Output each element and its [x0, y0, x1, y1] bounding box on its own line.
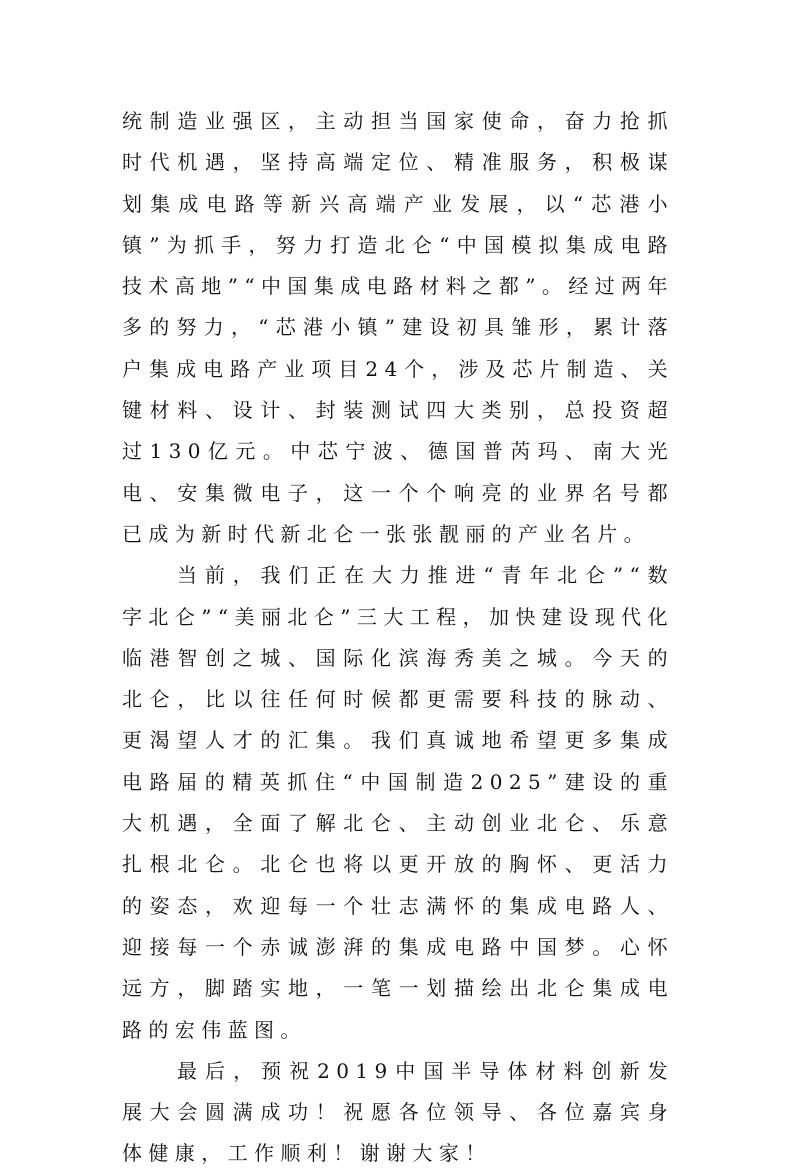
paragraph-2: 当前，我们正在大力推进“青年北仑”“数字北仑”“美丽北仑”三大工程，加快建设现代化临港智创之城、国际化滨海秀美之城。今天的北仑，比以往任何时候都更需要科技的脉动、更渴望人才的汇集。我们真诚地希望更多集成电路届的精英抓住“中国制造2025”建设的重大机遇，全面了解北仑、主动创业北仑、乐意扎根北仑。北仑也将以更开放的胸怀、更活力的姿态，欢迎每一个壮志满怀的集成电路人、迎接每一个赤诚澎湃的集成电路中国梦。心怀远方，脚踏实地，一笔一划描绘出北仑集成电路的宏伟蓝图。 — [122, 563, 674, 1042]
document-page — [122, 101, 674, 1175]
paragraph-1: 统制造业强区，主动担当国家使命，奋力抢抓时代机遇，坚持高端定位、精准服务，积极谋划集成电路等新兴高端产业发展，以“芯港小镇”为抓手，努力打造北仑“中国模拟集成电路技术高地”“中国集成电路材料之都”。经过两年多的努力，“芯港小镇”建设初具雏形，累计落户集成电路产业项目24个，涉及芯片制造、关键材料、设计、封装测试四大类别，总投资超过130亿元。中芯宁波、德国普芮玛、南大光电、安集微电子，这一个个响亮的业界名号都已成为新时代新北仑一张张靓丽的产业名片。 — [122, 109, 674, 546]
paragraph-3: 最后，预祝2019中国半导体材料创新发展大会圆满成功！祝愿各位领导、各位嘉宾身体健康，工作顺利！谢谢大家！ — [122, 1058, 674, 1166]
